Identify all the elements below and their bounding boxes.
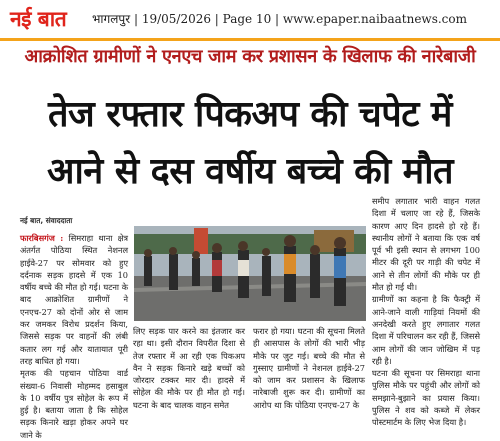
dateline: नई बात, संवाददाता [20, 216, 73, 225]
main-headline-line-1: तेज रफ्तार पिकअप की चपेट में [48, 94, 452, 135]
header-divider [0, 38, 500, 41]
article-column-2 [133, 325, 365, 411]
paragraph-text: सिमराहा थाना क्षेत्र अंतर्गत पोठिया स्थित नेशनल हाईवे-27 पर सोमवार को हुए दर्दनाक सड़क हादसे में एक 10 वर्षीय बच्चे की मौत हो गई। घटना के बाद आक्रोशित ग्रामीणों ने एनएच-27 को दोनों ओर से जाम कर जमकर विरोध प्रदर्शन किया, जिससे सड़क पर वाहनों की लंबी कतार लग गई और यातायात पूरी तरह बाधित हो गया। [20, 233, 128, 366]
article-paragraph: लिए सड़क पार करने का इंतजार कर रहा था। इसी दौरान विपरीत दिशा से तेज रफ्तार में आ रही एक पिकअप वैन ने सड़क किनारे खड़े बच्चों को जोरदार टक्कर मार दी। हादसे में सोहेल की मौके पर ही मौत हो गई। घटना के बाद चालक वाहन समेत [133, 326, 245, 410]
article-paragraph: फरार हो गया। घटना की सूचना मिलते ही आसपास के लोगों की भारी भीड़ मौके पर जुट गई। बच्चे की मौत से गुस्साए ग्रामीणों ने नेशनल हाईवे-27 को जाम कर प्रशासन के खिलाफ नारेबाजी शुरू कर दी। ग्रामीणों का आरोप था कि पोठिया एनएच-27 के [253, 326, 365, 410]
news-photo [134, 226, 366, 321]
article-column-3 [372, 195, 480, 429]
article-paragraph: घटना की सूचना पर सिमराहा थाना पुलिस मौके पर पहुंची और लोगों को समझाने-बुझाने का प्रयास किया। पुलिस ने शव को कब्जे में लेकर पोस्टमार्टम के लिए भेज दिया है। [372, 368, 480, 428]
place-label: फारबिसगंज : [20, 233, 64, 243]
newspaper-logo[interactable] [10, 5, 66, 32]
main-headline [0, 86, 500, 200]
page-header [0, 0, 500, 40]
logo-text: नई बात [10, 6, 67, 31]
main-headline-line-2: आने से दस वर्षीय बच्चे की मौत [46, 151, 454, 192]
article-paragraph: ग्रामीणों का कहना है कि फैक्ट्री में आने-जाने वाली गाड़ियां नियमों की अनदेखी करते हुए लगातार गलत दिशा में परिचालन कर रही हैं, जिससे आम लोगों की जान जोखिम में पड़ रही है। [372, 294, 480, 366]
article-column-1 [20, 232, 128, 441]
sub-headline: आक्रोशित ग्रामीणों ने एनएच जाम कर प्रशासन के खिलाफ की नारेबाजी [24, 46, 476, 67]
article-paragraph [20, 232, 128, 367]
edition-info: भागलपुर | 19/05/2026 | Page 10 | www.epaper.naibaatnews.com [92, 12, 467, 26]
article-paragraph: समीप लगातार भारी वाहन गलत दिशा में चलाए जा रहे हैं, जिसके कारण आए दिन हादसे हो रहे हैं। स्थानीय लोगों ने बताया कि एक वर्ष पूर्व भी इसी स्थान से लगभग 100 मीटर की दूरी पर गाड़ी की चपेट में आने से तीन लोगों की मौके पर ही मौत हो गई थी। [372, 196, 480, 293]
article-paragraph: मृतक की पहचान पोठिया वार्ड संख्या-6 निवासी मोहम्मद हसाबुल के 10 वर्षीय पुत्र सोहेल के रूप में हुई है। बताया जाता है कि सोहेल सड़क किनारे खड़ा होकर अपने घर जाने के [20, 368, 128, 440]
